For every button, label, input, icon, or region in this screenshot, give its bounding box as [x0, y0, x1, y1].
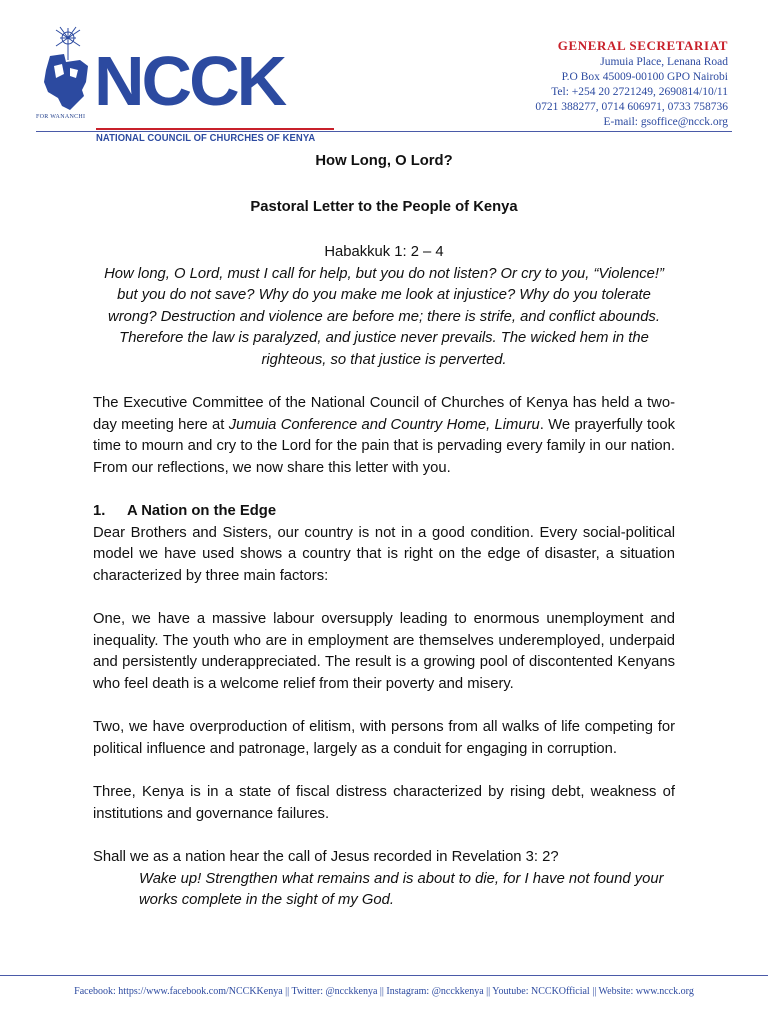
section-number: 1.	[93, 503, 106, 519]
intro-text-end: . We prayerfully took time to mourn and cry to the Lord for the pain that is pervading every family in our nation. From our reflections, we now share this letter with you.	[93, 416, 675, 476]
section-heading	[93, 501, 675, 523]
letter-body	[93, 151, 675, 912]
letter-title: How Long, O Lord?	[315, 153, 453, 169]
factor-three-paragraph: Three, Kenya is in a state of fiscal distress characterized by rising debt, weakness of institutions and governance failures.	[93, 784, 675, 822]
department-name: GENERAL SECRETARIAT	[557, 38, 728, 53]
intro-paragraph	[93, 393, 675, 479]
scripture-reference: Habakkuk 1: 2 – 4	[324, 244, 444, 260]
call-question: Shall we as a nation hear the call of Jesus recorded in Revelation 3: 2?	[93, 849, 559, 865]
footer-divider	[0, 975, 768, 976]
mobile-line: 0721 388277, 0714 606971, 0733 758736	[535, 101, 728, 113]
telephone-line: Tel: +254 20 2721249, 2690814/10/11	[551, 86, 728, 98]
section-title: A Nation on the Edge	[127, 503, 277, 519]
logo-tagline: NATIONAL COUNCIL OF CHURCHES OF KENYA	[96, 132, 316, 144]
contact-block	[535, 38, 728, 130]
address-line: Jumuia Place, Lenana Road	[600, 56, 728, 68]
intro-place: Jumuia Conference and Country Home, Limuru	[228, 416, 540, 433]
factor-two-paragraph: Two, we have overproduction of elitism, with persons from all walks of life competing for political influence and patronage, largely as a conduit for engaging in corruption.	[93, 719, 675, 757]
email-line: E-mail: gsoffice@ncck.org	[603, 116, 728, 128]
logo-divider	[96, 128, 334, 130]
letter-subtitle: Pastoral Letter to the People of Kenya	[250, 198, 518, 215]
factor-one-paragraph: One, we have a massive labour oversupply leading to enormous unemployment and inequality. The youth who are in employment are themselves underemployed, underpaid and persistently underappreciated. The result is a growing pool of discontented Kenyans who feel death is a welcome relief from their poverty and misery.	[93, 611, 675, 692]
emblem-caption: FOR WANANCHI	[36, 114, 86, 120]
ncck-logo	[36, 26, 316, 144]
header-divider	[36, 131, 732, 132]
kenya-map-emblem-icon	[36, 26, 96, 124]
section-intro: Dear Brothers and Sisters, our country is not in a good condition. Every social-political model we have used shows a country that is right on the edge of disaster, a situation characterized by three main factors:	[93, 524, 675, 584]
intro-text-start: The Executive Committee of the National Council of Churches of Kenya has held a two-day meeting here at	[93, 395, 675, 433]
revelation-quote: Wake up! Strengthen what remains and is about to die, for I have not found your works complete in the sight of my God.	[139, 870, 664, 908]
po-box-line: P.O Box 45009-00100 GPO Nairobi	[561, 71, 728, 83]
logo-wordmark: NCCK	[94, 42, 285, 120]
footer-social-links: Facebook: https://www.facebook.com/NCCKKenya || Twitter: @ncckkenya || Instagram: @ncckkenya || Youtube: NCCKOfficial || Website: www.ncck.org	[74, 986, 694, 997]
scripture-text: How long, O Lord, must I call for help, but you do not listen? Or cry to you, “Violence!” but you do not save? Why do you make me look at injustice? Why do you tolerate wrong? Destruction and violence are before me; there is strife, and conflict abounds. Therefore the law is paralyzed, and justice never prevails. The wicked hem in the righteous, so that justice is perverted.	[104, 265, 664, 368]
